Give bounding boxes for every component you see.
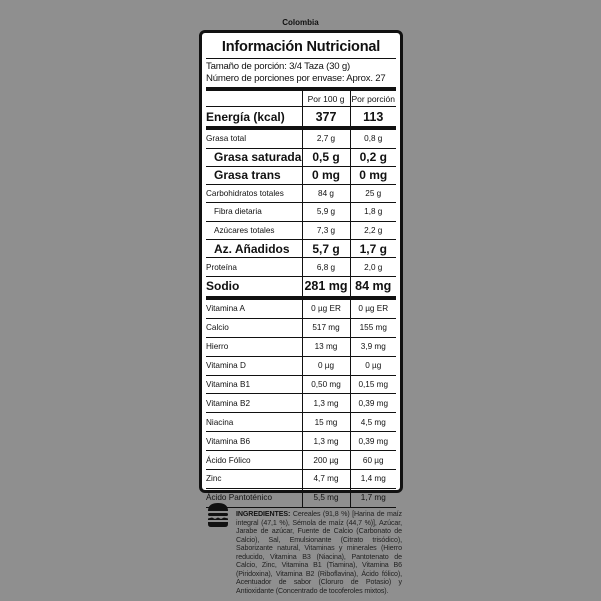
vitamin-label: Vitamina B2 — [206, 394, 302, 413]
vitamin-per-serving: 0,39 mg — [350, 394, 396, 413]
panel-title: Información Nutricional — [206, 37, 396, 59]
burger-icon — [205, 501, 231, 529]
vitamin-per-serving: 3,9 mg — [350, 337, 396, 356]
vitamin-per100: 1,3 mg — [302, 394, 350, 413]
row-vitamin — [206, 394, 396, 413]
row-energy — [206, 107, 396, 129]
vitamin-per-serving: 60 µg — [350, 451, 396, 470]
vitamin-per-serving: 155 mg — [350, 318, 396, 337]
vitamin-per-serving: 0,15 mg — [350, 375, 396, 394]
protein-per-serving: 2,0 g — [350, 258, 396, 277]
row-vitamin — [206, 356, 396, 375]
ingredients-label: INGREDIENTES: — [236, 510, 291, 518]
fiber-label: Fibra dietaria — [206, 203, 302, 222]
fat-label: Grasa total — [206, 128, 302, 148]
sugars-per100: 7,3 g — [302, 221, 350, 240]
vitamin-per100: 0 µg ER — [302, 298, 350, 318]
row-satfat — [206, 148, 396, 166]
protein-label: Proteína — [206, 258, 302, 277]
vitamin-per100: 200 µg — [302, 451, 350, 470]
vitamin-label: Vitamina B6 — [206, 432, 302, 451]
fiber-per-serving: 1,8 g — [350, 203, 396, 222]
row-sodium — [206, 276, 396, 298]
row-vitamin — [206, 451, 396, 470]
vitamin-label: Niacina — [206, 413, 302, 432]
vitamin-label: Calcio — [206, 318, 302, 337]
transfat-per-serving: 0 mg — [350, 166, 396, 184]
carbs-per-serving: 25 g — [350, 184, 396, 203]
added-sugars-label: Az. Añadidos — [206, 240, 302, 258]
serving-size: Tamaño de porción: 3/4 Taza (30 g) — [206, 61, 350, 72]
row-fat — [206, 128, 396, 148]
row-vitamin — [206, 337, 396, 356]
sodium-per100: 281 mg — [302, 276, 350, 298]
row-vitamin — [206, 298, 396, 318]
energy-per-serving: 113 — [350, 107, 396, 129]
sodium-per-serving: 84 mg — [350, 276, 396, 298]
vitamin-label: Vitamina B1 — [206, 375, 302, 394]
satfat-per-serving: 0,2 g — [350, 148, 396, 166]
vitamin-label: Vitamina A — [206, 298, 302, 318]
row-added-sugars — [206, 240, 396, 258]
vitamin-per100: 13 mg — [302, 337, 350, 356]
header-per100: Por 100 g — [302, 91, 350, 107]
vitamin-per100: 15 mg — [302, 413, 350, 432]
servings-per-container: Número de porciones por envase: Aprox. 27 — [206, 73, 386, 84]
transfat-per100: 0 mg — [302, 166, 350, 184]
vitamin-label: Hierro — [206, 337, 302, 356]
country-label: Colombia — [282, 18, 319, 27]
vitamin-per100: 1,3 mg — [302, 432, 350, 451]
carbs-label: Carbohidratos totales — [206, 184, 302, 203]
fiber-per100: 5,9 g — [302, 203, 350, 222]
vitamin-per-serving: 1,7 mg — [350, 488, 396, 507]
satfat-label: Grasa saturada — [206, 148, 302, 166]
row-vitamin — [206, 318, 396, 337]
row-vitamin — [206, 488, 396, 507]
carbs-per100: 84 g — [302, 184, 350, 203]
vitamin-per-serving: 1,4 mg — [350, 469, 396, 488]
vitamin-per100: 0,50 mg — [302, 375, 350, 394]
vitamin-per-serving: 4,5 mg — [350, 413, 396, 432]
vitamin-label: Ácido Fólico — [206, 451, 302, 470]
protein-per100: 6,8 g — [302, 258, 350, 277]
ingredients-text — [236, 510, 402, 595]
row-sugars — [206, 221, 396, 240]
row-vitamin — [206, 413, 396, 432]
column-header-row — [206, 91, 396, 107]
vitamin-label: Ácido Pantoténico — [206, 488, 302, 507]
row-protein — [206, 258, 396, 277]
vitamin-per100: 0 µg — [302, 356, 350, 375]
energy-per100: 377 — [302, 107, 350, 129]
vitamin-per-serving: 0,39 mg — [350, 432, 396, 451]
satfat-per100: 0,5 g — [302, 148, 350, 166]
row-transfat — [206, 166, 396, 184]
header-blank — [206, 91, 302, 107]
row-vitamin — [206, 432, 396, 451]
energy-label: Energía (kcal) — [206, 107, 302, 129]
sugars-label: Azúcares totales — [206, 221, 302, 240]
vitamin-per100: 517 mg — [302, 318, 350, 337]
row-carbs — [206, 184, 396, 203]
vitamin-per-serving: 0 µg ER — [350, 298, 396, 318]
added-sugars-per100: 5,7 g — [302, 240, 350, 258]
vitamin-label: Vitamina D — [206, 356, 302, 375]
row-vitamin — [206, 375, 396, 394]
fat-per100: 2,7 g — [302, 128, 350, 148]
sodium-label: Sodio — [206, 276, 302, 298]
vitamin-per100: 4,7 mg — [302, 469, 350, 488]
row-vitamin — [206, 469, 396, 488]
ingredients-body: Cereales (91,8 %) [Harina de maíz integral (47,1 %), Sémola de maíz (44,7 %)], Azúcar, Jarabe de azúcar, Fuente de Calcio (Carbonato de Calcio), Sal, Emulsionante (Citrato trisódico), Saborizante natural, Vitaminas y minerales (Hierro reducido, Vitamina B3 (Niacina), Pantotenato de Calcio, Zinc, Vitamina B1 (Tiamina), Vitamina B6 (Piridoxina), Vitamina B2 (Riboflavina), Ácido fólico), Acentuador de sabor (Cloruro de Potasio) y Antioxidante (Concentrado de tocoferoles mixtos). — [236, 510, 402, 595]
vitamin-per-serving: 0 µg — [350, 356, 396, 375]
vitamin-per100: 5,5 mg — [302, 488, 350, 507]
nutrition-facts-panel — [199, 30, 403, 503]
nutrition-table — [206, 91, 396, 508]
sugars-per-serving: 2,2 g — [350, 221, 396, 240]
fat-per-serving: 0,8 g — [350, 128, 396, 148]
vitamin-label: Zinc — [206, 469, 302, 488]
added-sugars-per-serving: 1,7 g — [350, 240, 396, 258]
transfat-label: Grasa trans — [206, 166, 302, 184]
header-per-serving: Por porción — [350, 91, 396, 107]
row-fiber — [206, 203, 396, 222]
